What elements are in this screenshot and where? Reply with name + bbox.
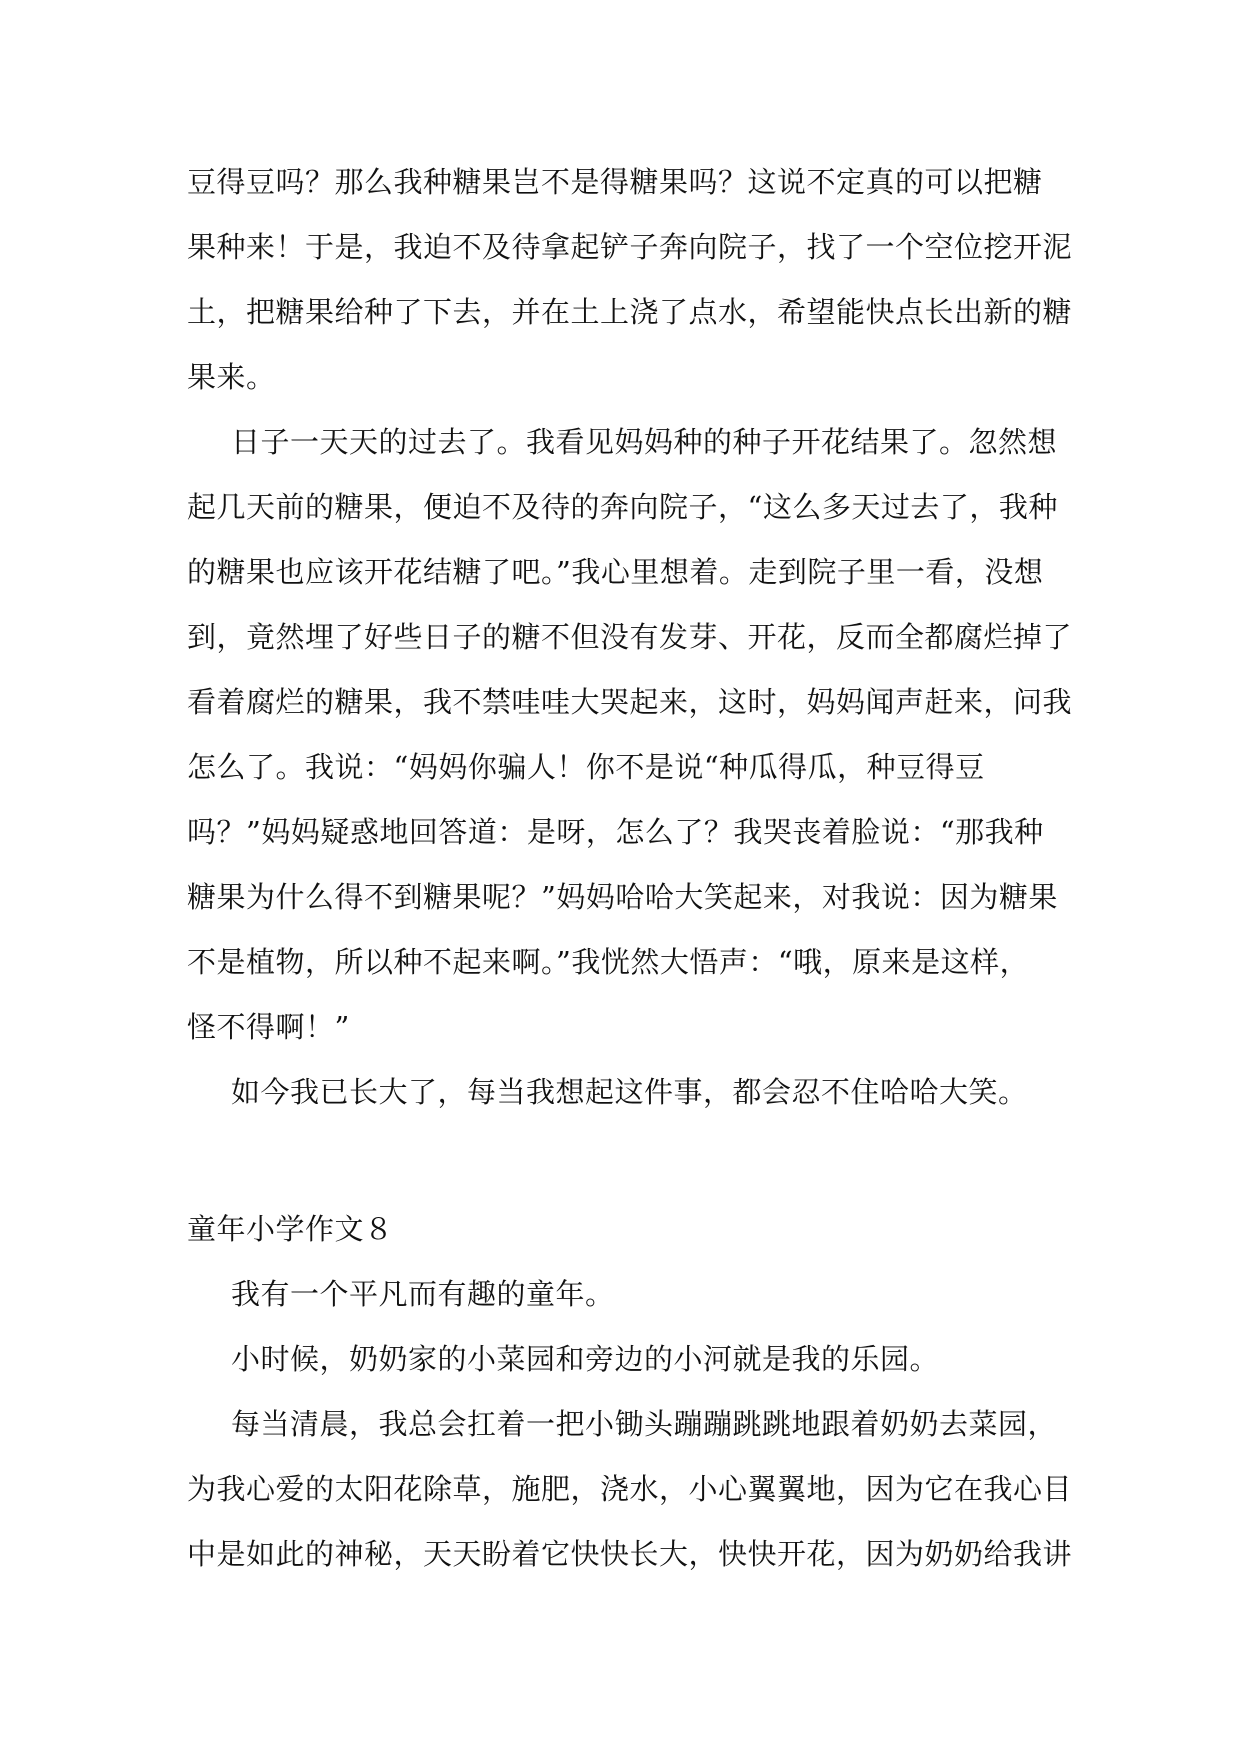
text-line: 中是如此的神秘，天天盼着它快快长大，快快开花，因为奶奶给我讲 [187,1537,1073,1571]
text-line: 吗？”妈妈疑惑地回答道：是呀，怎么了？我哭丧着脸说：“那我种 [187,815,1044,849]
text-line: 土，把糖果给种了下去，并在土上浇了点水，希望能快点长出新的糖 [187,295,1073,329]
paragraph [187,1392,1073,1587]
text-line: 糖果为什么得不到糖果呢？”妈妈哈哈大笑起来，对我说：因为糖果 [187,880,1058,914]
text-line: 的糖果也应该开花结糖了吧。”我心里想着。走到院子里一看，没想 [187,555,1044,589]
text-line: 果来。 [187,360,276,394]
text-line: 怎么了。我说：“妈妈你骗人！你不是说“种瓜得瓜，种豆得豆 [187,750,985,784]
document-page [187,150,1073,1587]
section-heading [187,1197,1057,1262]
text-line: 每当清晨，我总会扛着一把小锄头蹦蹦跳跳地跟着奶奶去菜园， [231,1407,1058,1441]
text-line: 日子一天天的过去了。我看见妈妈种的种子开花结果了。忽然想 [231,425,1058,459]
text-line: 起几天前的糖果，便迫不及待的奔向院子，“这么多天过去了，我种 [187,490,1058,524]
text-line: 到，竟然埋了好些日子的糖不但没有发芽、开花，反而全都腐烂掉了 [187,620,1073,654]
paragraph [187,1262,1057,1327]
section-title: 童年小学作文８ [187,1212,394,1246]
text-line: 看着腐烂的糖果，我不禁哇哇大哭起来，这时，妈妈闻声赶来，问我 [187,685,1073,719]
text-line: 我有一个平凡而有趣的童年。 [231,1277,615,1311]
text-line: 怪不得啊！” [187,1010,350,1044]
paragraph [187,1327,1057,1392]
text-line: 为我心爱的太阳花除草，施肥，浇水，小心翼翼地，因为它在我心目 [187,1472,1073,1506]
text-line: 如今我已长大了，每当我想起这件事，都会忍不住哈哈大笑。 [231,1075,1028,1109]
text-line: 不是植物，所以种不起来啊。”我恍然大悟声：“哦，原来是这样， [187,945,1030,979]
text-line: 果种来！于是，我迫不及待拿起铲子奔向院子，找了一个空位挖开泥 [187,230,1073,264]
paragraph [187,150,1073,410]
text-line: 小时候，奶奶家的小菜园和旁边的小河就是我的乐园。 [231,1342,940,1376]
spacer [187,1125,1057,1197]
text-line: 豆得豆吗？那么我种糖果岂不是得糖果吗？这说不定真的可以把糖 [187,165,1043,199]
paragraph [187,410,1073,1060]
paragraph [187,1060,1057,1125]
